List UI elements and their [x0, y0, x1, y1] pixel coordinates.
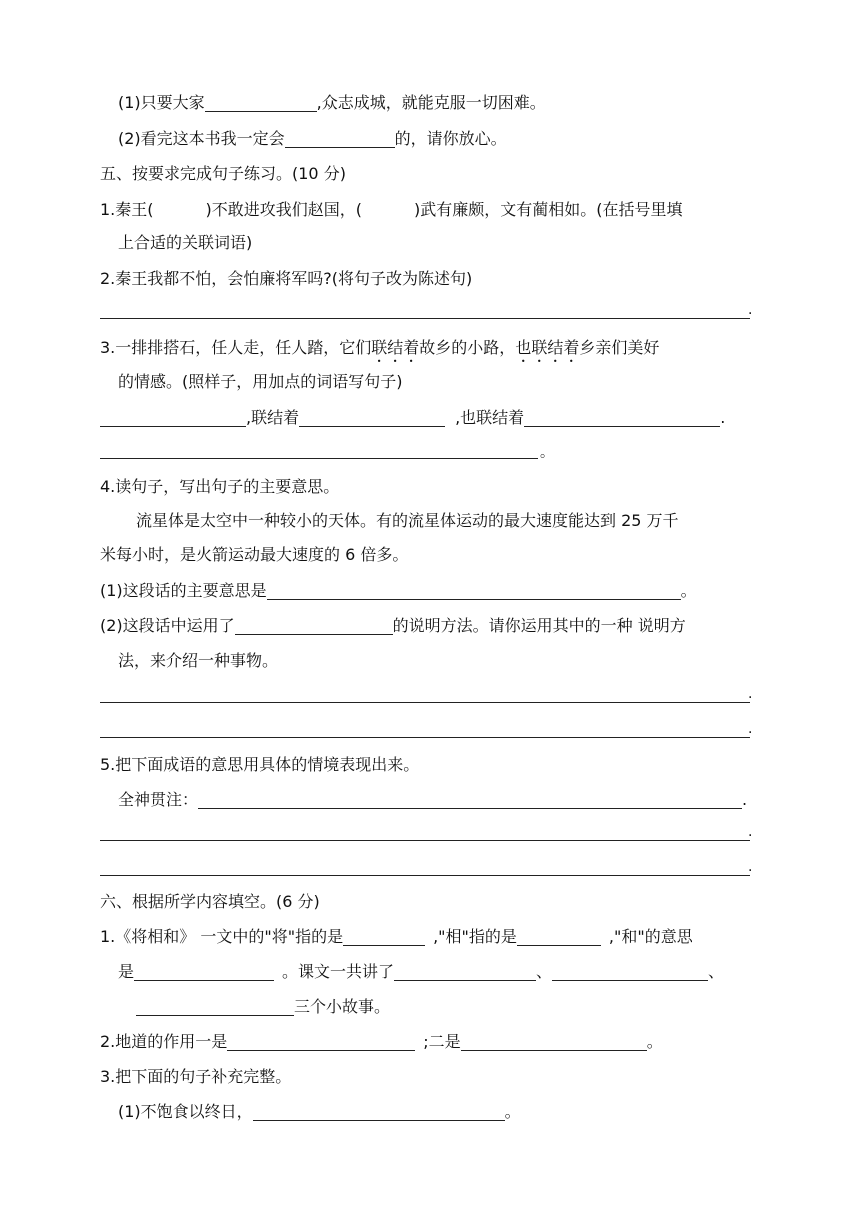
- blank[interactable]: [343, 927, 425, 946]
- blank[interactable]: [253, 1102, 505, 1121]
- blank[interactable]: [524, 408, 720, 427]
- blank[interactable]: [136, 997, 294, 1016]
- answer-line[interactable]: [100, 875, 750, 876]
- question-text: 的情感。(照样子，用加点的词语写句子): [118, 372, 403, 391]
- blank[interactable]: [299, 408, 445, 427]
- question-6-3-1: (1)不饱食以终日， 。: [118, 1102, 521, 1121]
- question-5-2: 2.秦王我都不怕，会怕廉将军吗?(将句子改为陈述句): [100, 269, 473, 288]
- blank[interactable]: [227, 1032, 415, 1051]
- question-6-1: 1.《将相和》 一文中的"将"指的是 ,"相"指的是 ,"和"的意思: [100, 927, 693, 946]
- question-6-1-cont2: 三个小故事。: [136, 996, 390, 1018]
- question-5-4-2: (2)这段话中运用了 的说明方法。请你运用其中的一种 说明方: [100, 616, 686, 635]
- answer-line[interactable]: [100, 458, 538, 459]
- question-text: 上合适的关联词语): [118, 233, 253, 252]
- blank[interactable]: [134, 962, 274, 981]
- question-6-3: 3.把下面的句子补充完整。: [100, 1067, 292, 1086]
- answer-line[interactable]: [100, 318, 750, 319]
- blank[interactable]: [205, 93, 317, 112]
- fill-line-1: (1)只要大家 ,众志成城，就能克服一切困难。: [118, 93, 546, 112]
- question-5-4: 4.读句子，写出句子的主要意思。: [100, 477, 340, 496]
- passage-text: 流星体是太空中一种较小的天体。有的流星体运动的最大速度能达到 25 万千: [136, 511, 679, 530]
- answer-line[interactable]: [100, 737, 750, 738]
- blank[interactable]: [517, 927, 601, 946]
- question-5-3-answer: ,联结着 ,也联结着 .: [100, 407, 725, 429]
- blank[interactable]: [394, 962, 536, 981]
- blank[interactable]: [267, 581, 681, 600]
- question-5-1: 1.秦王( )不敢进攻我们赵国，( )武有廉颇，文有蔺相如。(在括号里填: [100, 200, 683, 219]
- question-6-2: 2.地道的作用一是 ;二是 。: [100, 1032, 663, 1051]
- section-heading: 六、根据所学内容填空。(6 分): [100, 892, 320, 911]
- question-5-4-1: (1)这段话的主要意思是 。: [100, 581, 697, 600]
- blank[interactable]: [552, 962, 708, 981]
- blank[interactable]: [461, 1032, 647, 1051]
- answer-line[interactable]: [100, 702, 750, 703]
- question-5-5-answer: 全神贯注： .: [118, 790, 748, 809]
- passage-text: 米每小时，是火箭运动最大速度的 6 倍多。: [100, 545, 409, 564]
- blank[interactable]: [285, 129, 395, 148]
- fill-line-2: (2)看完这本书我一定会 的，请你放心。: [118, 129, 507, 148]
- blank[interactable]: [100, 408, 246, 427]
- question-text: 法，来介绍一种事物。: [118, 651, 279, 670]
- question-5-5: 5.把下面成语的意思用具体的情境表现出来。: [100, 755, 420, 774]
- question-5-3: 3.一排排搭石，任人走，任人踏，它们联结着故乡的小路，也联结着乡亲们美好: [100, 338, 660, 357]
- question-6-1-cont: 是 。课文一共讲了 、 、: [118, 962, 725, 981]
- section-heading: 五、按要求完成句子练习。(10 分): [100, 164, 346, 183]
- answer-line[interactable]: [100, 840, 750, 841]
- blank[interactable]: [235, 616, 393, 635]
- blank[interactable]: [198, 790, 742, 809]
